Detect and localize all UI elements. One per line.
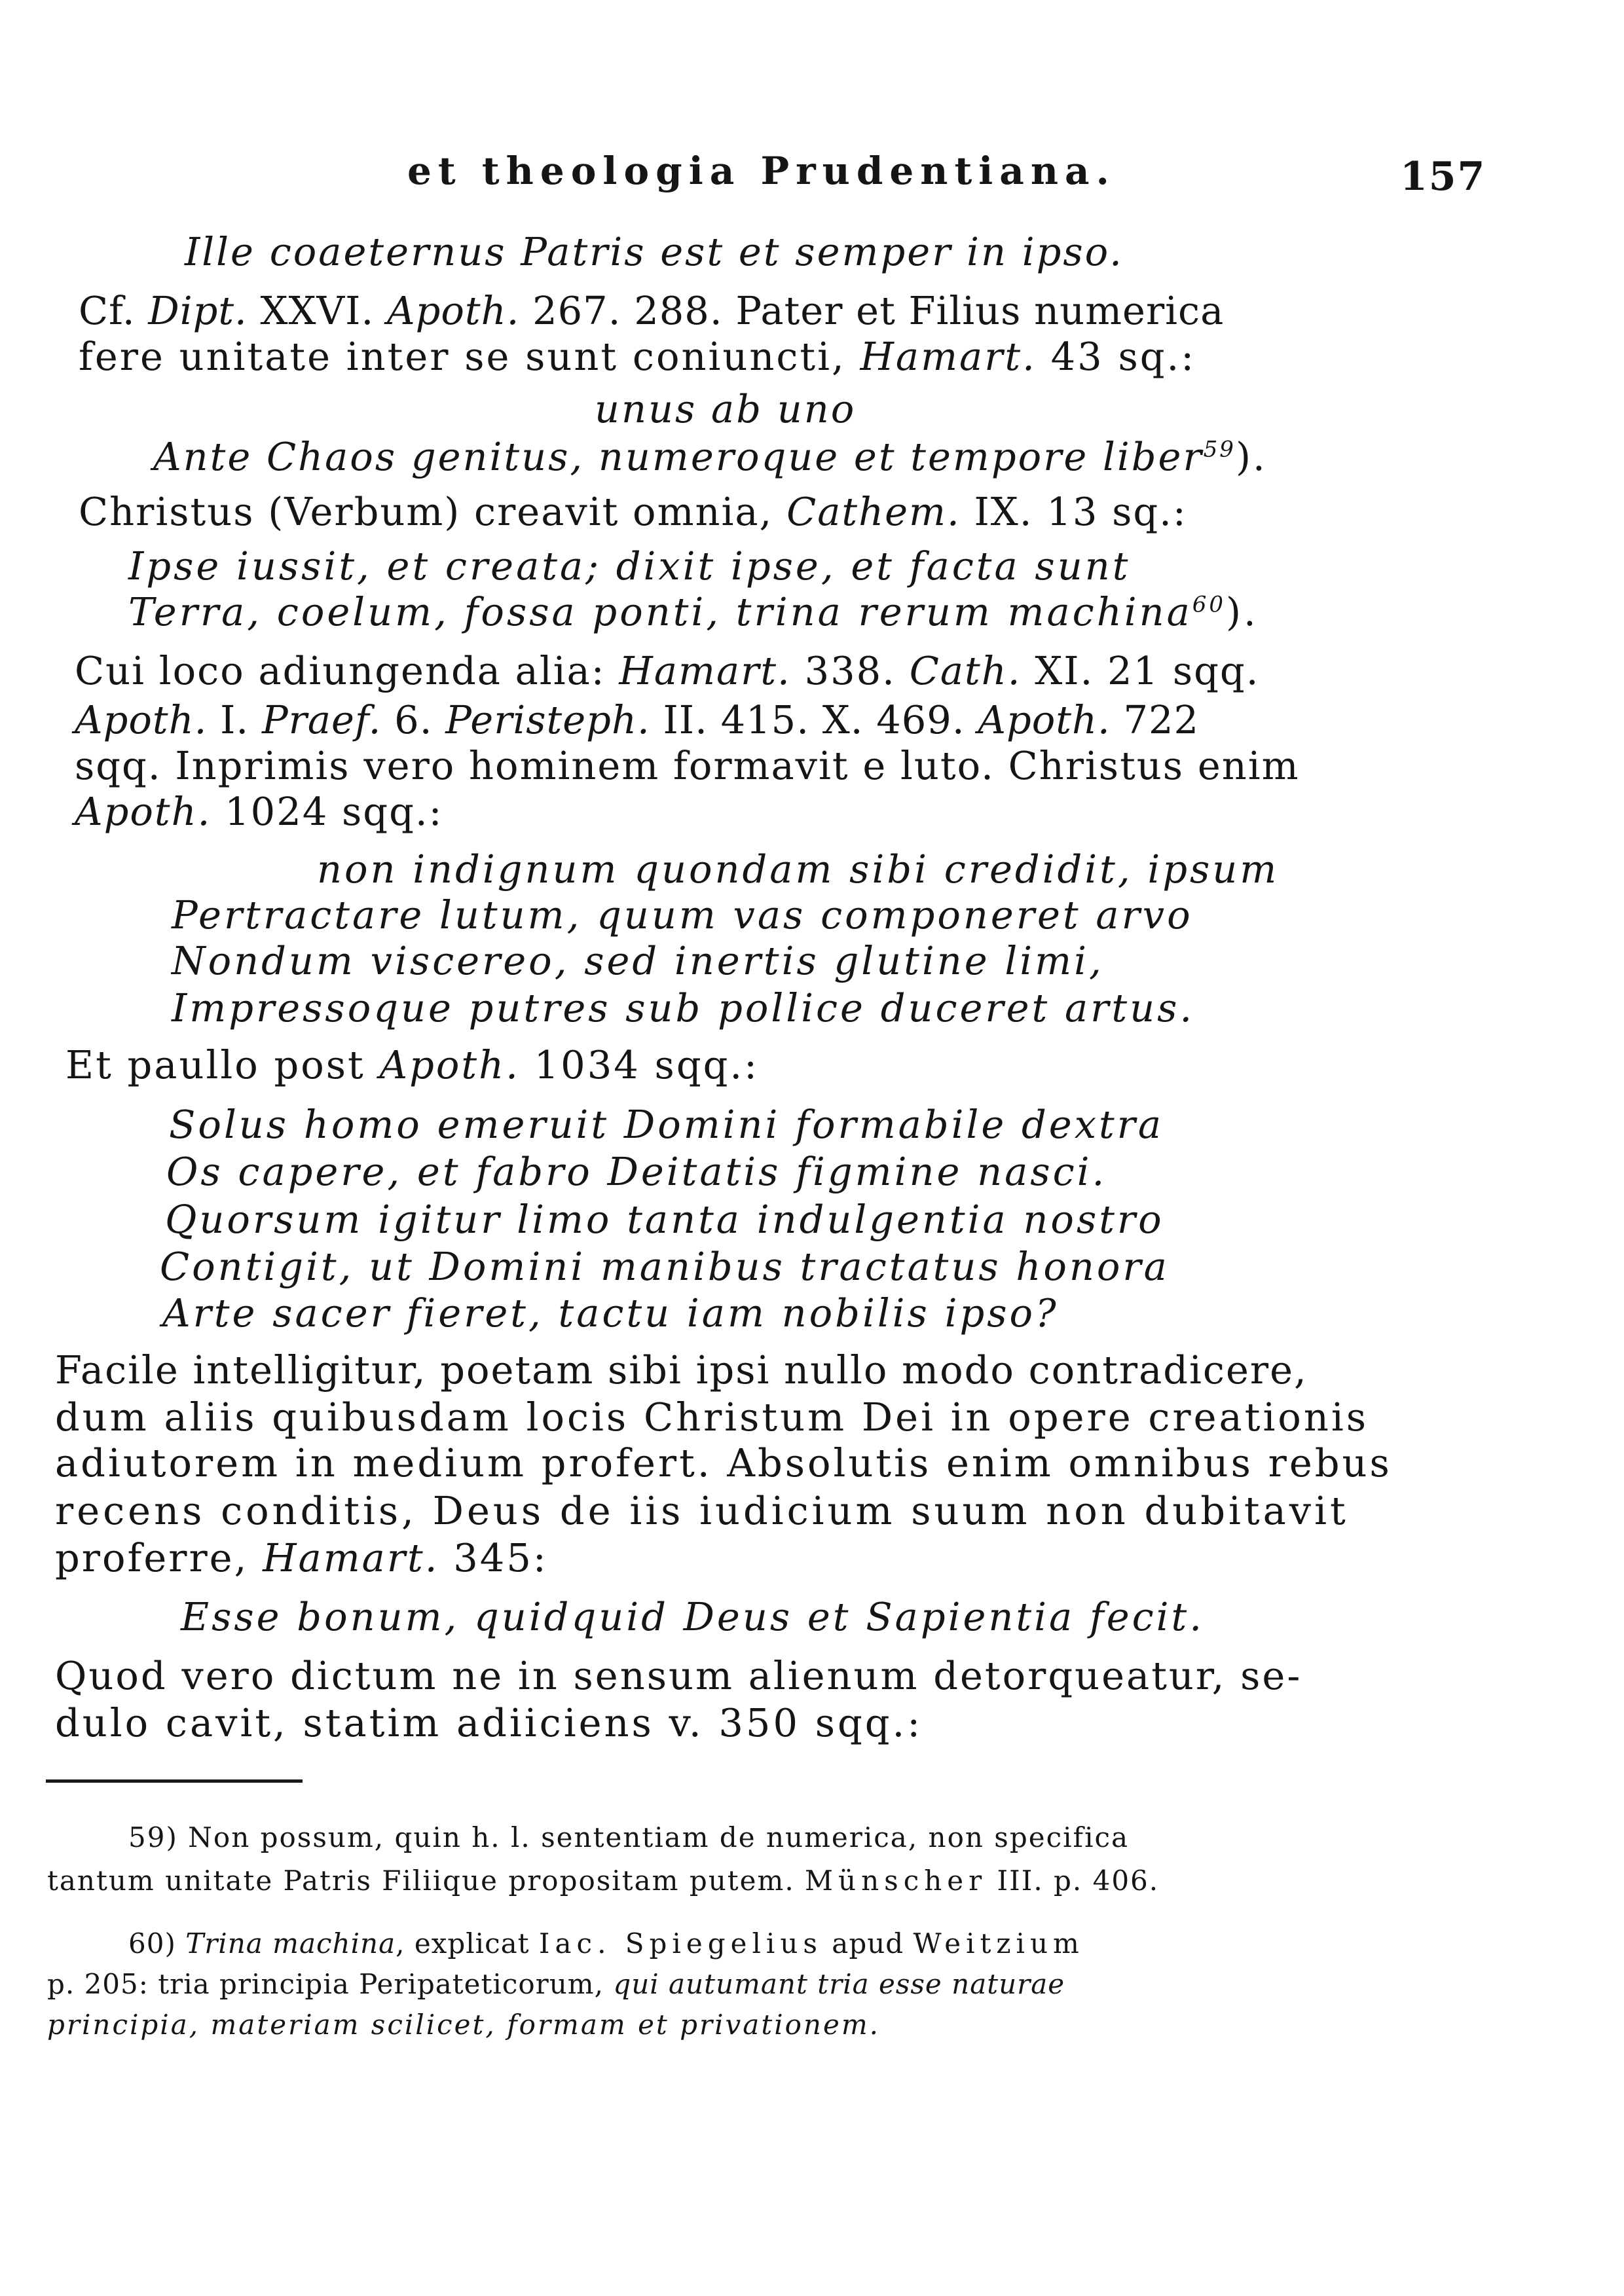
verse-line: Esse bonum, quidquid Deus et Sapientia fecit. — [181, 1594, 1205, 1639]
verse-line — [153, 434, 1267, 479]
text-run: 338. — [790, 648, 910, 693]
text-line — [79, 334, 1196, 379]
verse-line — [128, 589, 1259, 634]
footnote-60-cont: principia, materiam scilicet, formam et privationem. — [47, 2009, 880, 2041]
text-run: 345: — [439, 1535, 548, 1580]
verse-line: Pertractare lutum, quum vas componeret arvo — [172, 892, 1193, 938]
text-line: dum aliis quibusdam locis Christum Dei in opere creationis — [55, 1394, 1369, 1440]
text-run: 60) — [128, 1927, 186, 1959]
footnote-rule — [46, 1779, 303, 1783]
citation: Hamart. — [860, 334, 1037, 379]
verse-text: Ante Chaos genitus, numeroque et tempore liber — [153, 434, 1204, 479]
text-run: 43 sq.: — [1036, 334, 1196, 379]
citation: Apoth. — [386, 288, 520, 333]
verse-line: Impressoque putres sub pollice duceret artus. — [172, 985, 1195, 1030]
text-run: Christus (Verbum) creavit omnia, — [79, 489, 787, 534]
verse-line: Quorsum igitur limo tanta indulgentia nostro — [165, 1197, 1164, 1242]
quoted-term: Trina machina — [185, 1927, 396, 1959]
text-line — [65, 1042, 759, 1087]
footnote-59: 59) Non possum, quin h. l. sententiam de numerica, non specifica — [128, 1821, 1130, 1853]
text-line — [79, 489, 1187, 534]
author-name: Iac. Spiegelius — [538, 1927, 822, 1959]
verse-line: Nondum viscereo, sed inertis glutine limi, — [172, 938, 1104, 983]
citation: Apoth. — [978, 697, 1111, 742]
citation: Apoth. — [379, 1042, 520, 1087]
page-number: 157 — [1400, 154, 1486, 200]
citation: Hamart. — [619, 648, 791, 693]
text-run: 6. — [381, 697, 446, 742]
text-run: tantum unitate Patris Filiique propositam putem. — [47, 1865, 805, 1897]
text-run: 1034 sqq.: — [519, 1042, 759, 1087]
text-run: I. — [207, 697, 262, 742]
verse-line: Contigit, ut Domini manibus tractatus honora — [160, 1244, 1170, 1289]
text-run: apud — [822, 1927, 913, 1959]
text-run: IX. 13 sq.: — [960, 489, 1187, 534]
text-run: fere unitate inter se sunt coniuncti, — [79, 334, 860, 379]
quoted-text: qui autumant tria esse naturae — [613, 1968, 1065, 2000]
text-line — [55, 1535, 548, 1580]
verse-line: non indignum quondam sibi credidit, ipsum — [317, 847, 1280, 892]
text-run: ). — [1235, 434, 1267, 479]
text-run: XI. 21 sqq. — [1021, 648, 1260, 693]
running-title: et theologia Prudentiana. — [407, 149, 1116, 193]
author-name: Weitzium — [913, 1927, 1084, 1959]
text-run: Cf. — [79, 288, 149, 333]
verse-line: Arte sacer fieret, tactu iam nobilis ipso? — [162, 1290, 1059, 1336]
citation: Apoth. — [75, 697, 208, 742]
citation: Peristeph. — [445, 697, 650, 742]
text-line: Facile intelligitur, poetam sibi ipsi nullo modo contradicere, — [55, 1347, 1308, 1393]
text-run: 1024 sqq.: — [211, 789, 443, 834]
footnote-60-cont — [47, 1968, 1065, 2000]
citation: Cathem. — [786, 489, 961, 534]
author-name: Münscher — [805, 1865, 987, 1897]
text-run: Et paullo post — [65, 1042, 380, 1087]
text-line: sqq. Inprimis vero hominem formavit e luto. Christus enim — [75, 743, 1300, 788]
verse-line: unus ab uno — [595, 386, 857, 431]
text-line — [75, 648, 1260, 693]
text-line — [75, 697, 1200, 742]
text-run: ). — [1226, 589, 1259, 634]
verse-line: Os capere, et fabro Deitatis figmine nasci. — [166, 1149, 1107, 1194]
text-run: p. 205: tria principia Peripateticorum, — [47, 1968, 614, 2000]
text-run: III. p. 406. — [987, 1865, 1160, 1897]
citation: Dipt. — [148, 288, 248, 333]
text-run: , explicat — [396, 1927, 539, 1959]
text-run: 722 — [1110, 697, 1200, 742]
footnote-60 — [128, 1927, 1084, 1959]
text-line — [79, 288, 1225, 333]
verse-line: Ille coaeternus Patris est et semper in ipso. — [185, 229, 1124, 274]
text-run: 267. 288. Pater et Filius numerica — [519, 288, 1225, 333]
text-run: proferre, — [55, 1535, 263, 1580]
citation: Praef. — [261, 697, 382, 742]
verse-line: Solus homo emeruit Domini formabile dextra — [169, 1102, 1164, 1147]
text-line: Quod vero dictum ne in sensum alienum detorqueatur, se- — [55, 1653, 1302, 1698]
text-line: adiutorem in medium profert. Absolutis enim omnibus rebus — [55, 1440, 1392, 1485]
footnote-59-cont — [47, 1867, 1159, 1895]
citation: Hamart. — [263, 1535, 439, 1580]
text-line: dulo cavit, statim adiiciens v. 350 sqq.: — [55, 1700, 923, 1745]
text-run: Cui loco adiungenda alia: — [75, 648, 619, 693]
text-line — [75, 789, 443, 834]
footnote-ref: 60 — [1192, 591, 1227, 618]
citation: Apoth. — [75, 789, 212, 834]
text-run: II. 415. X. 469. — [650, 697, 978, 742]
text-run: XXVI. — [247, 288, 387, 333]
footnote-ref: 59 — [1203, 436, 1236, 463]
verse-line: Ipse iussit, et creata; dixit ipse, et facta sunt — [128, 543, 1131, 589]
text-line: recens conditis, Deus de iis iudicium suum non dubitavit — [55, 1488, 1349, 1533]
citation: Cath. — [909, 648, 1022, 693]
verse-text: Terra, coelum, fossa ponti, trina rerum machina — [128, 589, 1192, 634]
